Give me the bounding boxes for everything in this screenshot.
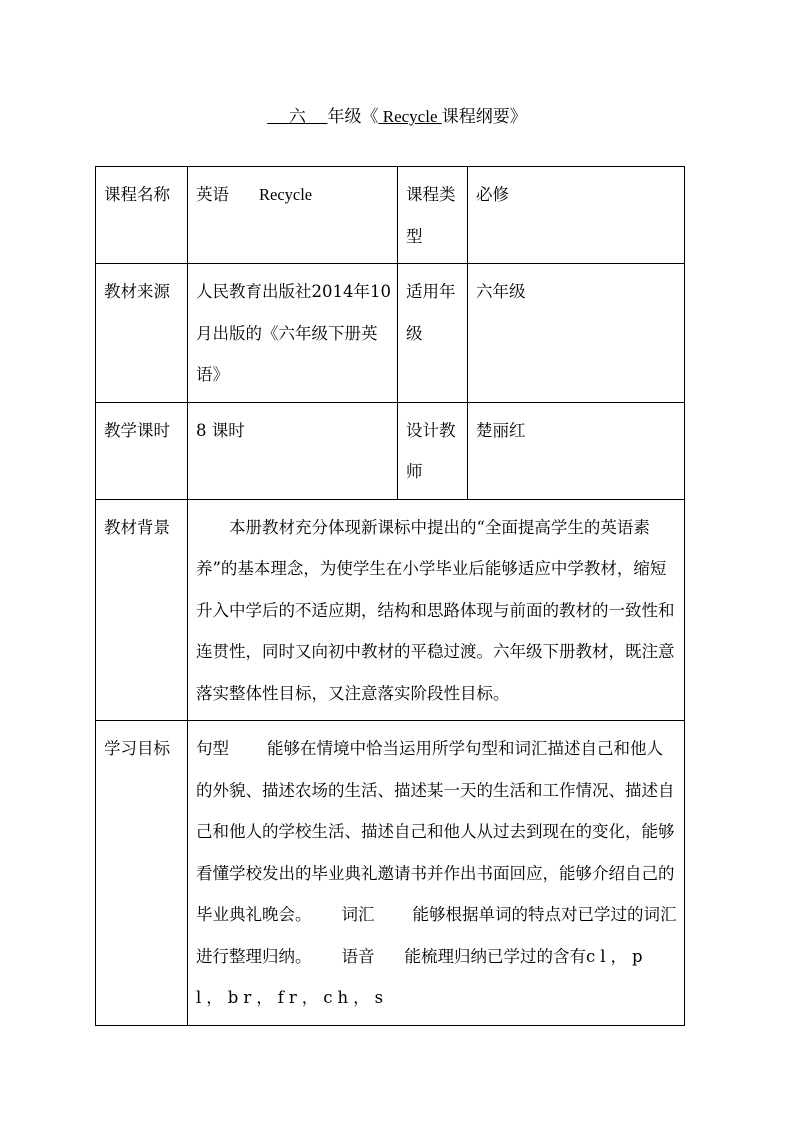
- hours-label: 教学课时: [96, 402, 188, 499]
- course-name: Recycle: [259, 185, 313, 204]
- table-row: [96, 264, 685, 403]
- table-row: [96, 499, 685, 721]
- title-mid: 年级《: [327, 107, 379, 127]
- goals-vocab-text: 能够根据单词的特点对已学过的词汇进行整理归纳。: [196, 905, 677, 966]
- table-row: [96, 402, 685, 499]
- goals-label: 学习目标: [96, 721, 188, 1026]
- teacher-value: 楚丽红: [468, 402, 685, 499]
- grade-label: 适用年级: [398, 264, 468, 403]
- background-value: 本册教材充分体现新课标中提出的“全面提高学生的英语素养”的基本理念，为使学生在小学毕业后能够适应中学教材，缩短升入中学后的不适应期，结构和思路体现与前面的教材的一致性和连贯性，同时又向初中教材的平稳过渡。六年级下册教材，既注意落实整体性目标，又注意落实阶段性目标。: [188, 499, 685, 721]
- title-course: Recycle: [382, 107, 438, 126]
- source-value: 人民教育出版社2014年10 月出版的《六年级下册英语》: [188, 264, 398, 403]
- background-label: 教材背景: [96, 499, 188, 721]
- course-name-value: [188, 167, 398, 264]
- syllabus-table: [95, 166, 685, 1026]
- goals-phonics-letters: cl，pl，br，fr，ch，s: [196, 946, 648, 1007]
- goals-vocab-label: 词汇: [341, 905, 375, 924]
- goals-phonics-label: 语音: [341, 946, 375, 966]
- goals-value: [188, 721, 685, 1026]
- teacher-label: 设计教师: [398, 402, 468, 499]
- goals-phonics-text: 能梳理归纳已学过的含有: [404, 946, 586, 966]
- grade-value: 六年级: [468, 264, 685, 403]
- course-type-value: 必修: [468, 167, 685, 264]
- hours-value: 8 课时: [188, 402, 398, 499]
- table-row: [96, 167, 685, 264]
- course-type-label: 课程类型: [398, 167, 468, 264]
- goals-sentence-text: 能够在情境中恰当运用所学句型和词汇描述自己和他人的外貌、描述农场的生活、描述某一天的生活和工作情况、描述自己和他人的学校生活、描述自己和他人从过去到现在的变化，能够看懂学校发出的毕业典礼邀请书并作出书面回应，能够介绍自己的毕业典礼晚会。: [196, 739, 675, 924]
- course-name-label: 课程名称: [96, 167, 188, 264]
- title-end: 课程纲要》: [441, 107, 527, 127]
- goals-sentence-label: 句型: [196, 739, 229, 758]
- course-subject: 英语: [196, 185, 229, 204]
- title-grade: 六: [288, 107, 306, 127]
- source-label: 教材来源: [96, 264, 188, 403]
- page-title: [0, 104, 794, 130]
- table-row: [96, 721, 685, 1026]
